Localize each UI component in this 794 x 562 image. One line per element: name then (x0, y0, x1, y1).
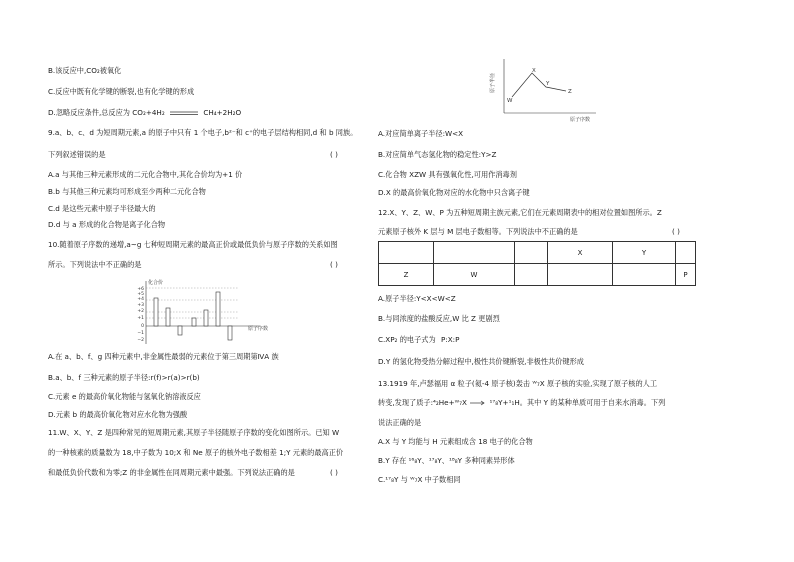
reaction-arrow-icon (469, 399, 487, 407)
q13-option-c: C.¹⁷₈Y 与 ᵂ₇X 中子数相同 (378, 475, 461, 484)
q12-option-c (378, 335, 459, 345)
q12-cell: W (434, 264, 515, 286)
q13-stem: 13.1919 年,卢瑟福用 α 粒子(氦-4 原子核)轰击 ᵂ₇X 原子核的实验,实现了原子核的人工 (378, 379, 658, 388)
q10-stem-2: 所示。下列说法中不正确的是 (48, 260, 142, 269)
q10-valence-chart (128, 278, 308, 348)
q8-option-b: B.该反应中,CO₂被氧化 (48, 66, 122, 75)
q9-option-c: C.d 是这些元素中原子半径最大的 (48, 204, 156, 213)
q13-option-b: B.Y 存在 ¹⁶₈Y、¹⁷₈Y、¹⁸₈Y 多种同素异形体 (378, 456, 515, 465)
q12-periodic-table (378, 241, 696, 286)
q12-cell (548, 264, 613, 286)
q10-tick: −1 (137, 331, 144, 336)
q11-radius-chart (488, 55, 598, 130)
q12-cell (676, 242, 696, 264)
q11-option-b: B.对应简单气态氢化物的稳定性:Y>Z (378, 150, 497, 159)
q11-radius-line (512, 73, 566, 97)
q10-option-a: A.在 a、b、f、g 四种元素中,非金属性最弱的元素位于第三周期第ⅣA 族 (48, 352, 279, 361)
q10-tick: 0 (141, 324, 144, 329)
q11-stem-3: 和最低负价代数和为零;Z 的非金属性在同周期元素中最强。下列说法正确的是 (48, 468, 295, 477)
q12-cell: X (548, 242, 613, 264)
electron-formula: P:X:P (440, 335, 460, 344)
q12-cell: Z (379, 264, 434, 286)
q10-answer-paren: ( ) (330, 260, 338, 269)
q12-stem: 12.X、Y、Z、W、P 为五种短周期主族元素,它们在元素周期表中的相对位置如图所示。Z (378, 208, 662, 217)
q11-stem-2: 的一种核素的质量数为 18,中子数为 10;X 和 Ne 原子的核外电子数相差 1;Y 元素的最高正价 (48, 448, 344, 457)
q9-stem: 9.a、b、c、d 为短周期元素,a 的原子中只有 1 个电子,b²⁻和 c⁺的电子层结构相同,d 和 b 同族。 (48, 128, 358, 137)
q11-option-a: A.对应简单离子半径:W<X (378, 129, 464, 138)
q9-stem-2: 下列叙述错误的是 (48, 150, 106, 159)
q12-option-d: D.Y 的氢化物受热分解过程中,极性共价键断裂,非极性共价键形成 (378, 357, 584, 366)
q10-tick: +5 (137, 292, 144, 297)
q10-bar (154, 298, 158, 326)
reaction-arrow-icon (167, 109, 201, 117)
q12-option-b: B.与同浓度的盐酸反应,W 比 Z 更剧烈 (378, 314, 500, 323)
q11-point-x: X (532, 68, 536, 74)
q10-bar (192, 318, 196, 326)
q10-tick: +2 (137, 309, 144, 314)
q10-bar (228, 326, 232, 340)
q10-bar (216, 292, 220, 326)
q11-option-d: D.X 的最高价氧化物对应的水化物中只含离子键 (378, 188, 530, 197)
q10-tick: +4 (137, 297, 144, 302)
q9-option-a: A.a 与其他三种元素形成的二元化合物中,其化合价均为+1 价 (48, 170, 243, 179)
q13-stem-2 (378, 398, 665, 408)
q10-tick: −2 (137, 338, 144, 343)
q13-stem-2-right: ¹⁷₈Y+¹₁H。其中 Y 的某种单质可用于自来水消毒。下列 (489, 398, 666, 407)
q11-answer-paren: ( ) (330, 468, 338, 477)
q12-cell (434, 242, 515, 264)
q12-cell (515, 264, 548, 286)
q10-stem: 10.随着原子序数的递增,a~g 七种短周期元素的最高正价或最低负价与原子序数的关系如图 (48, 240, 338, 249)
q10-bar (166, 308, 170, 326)
q12-cell (379, 242, 434, 264)
q13-option-a: A.X 与 Y 均能与 H 元素组成含 18 电子的化合物 (378, 437, 533, 446)
q12-stem-2: 元素原子核外 K 层与 M 层电子数相等。下列说法中不正确的是 (378, 227, 578, 236)
q12-answer-paren: ( ) (672, 227, 680, 236)
q9-option-d: D.d 与 a 形成的化合物是离子化合物 (48, 220, 166, 229)
q13-stem-3: 说法正确的是 (378, 418, 422, 427)
q10-option-d: D.元素 b 的最高价氧化物对应水化物为强酸 (48, 410, 188, 419)
q11-chart-xlabel: 原子序数 (570, 117, 591, 123)
q10-option-b: B.a、b、f 三种元素的原子半径:r(f)>r(a)>r(b) (48, 373, 200, 382)
q10-tick: +3 (137, 303, 144, 308)
q11-point-w: W (507, 98, 513, 104)
q11-point-z: Z (568, 89, 572, 95)
q12-cell: P (676, 264, 696, 286)
q12-cell (613, 264, 676, 286)
q8-option-d-left: D.忽略反应条件,总反应为 CO₂+4H₂ (48, 108, 165, 117)
q9-answer-paren: ( ) (330, 150, 338, 159)
q13-stem-2-left: 转变,发现了质子:⁴₂He+ᵂ₇X (378, 398, 467, 407)
q11-point-y: Y (546, 81, 550, 87)
q8-option-d-right: CH₄+2H₂O (203, 108, 242, 117)
q10-option-c: C.元素 e 的最高价氧化物能与氢氧化钠溶液反应 (48, 392, 201, 401)
q8-option-c: C.反应中既有化学键的断裂,也有化学键的形成 (48, 87, 195, 96)
q9-option-b: B.b 与其他三种元素均可形成至少两种二元化合物 (48, 187, 206, 196)
q11-chart-ylabel: 原子半径 (490, 72, 496, 93)
q10-chart-ylabel: 化合价 (148, 280, 164, 286)
q12-cell (515, 242, 548, 264)
q10-bar (204, 310, 208, 326)
q11-option-c: C.化合物 XZW 具有强氧化性,可用作消毒剂 (378, 170, 517, 179)
q11-stem: 11.W、X、Y、Z 是四种常见的短周期元素,其原子半径随原子序数的变化如图所示。已知 W (48, 428, 340, 437)
q12-cell: Y (613, 242, 676, 264)
q10-tick: +1 (137, 316, 144, 321)
q10-chart-xlabel: 原子序数 (248, 326, 269, 332)
q8-option-d (48, 108, 241, 118)
q12-option-c-text: C.XP₂ 的电子式为 (378, 335, 436, 344)
q12-option-a: A.原子半径:Y<X<W<Z (378, 294, 456, 303)
q10-tick: +6 (137, 287, 144, 292)
q10-bar (178, 326, 182, 335)
